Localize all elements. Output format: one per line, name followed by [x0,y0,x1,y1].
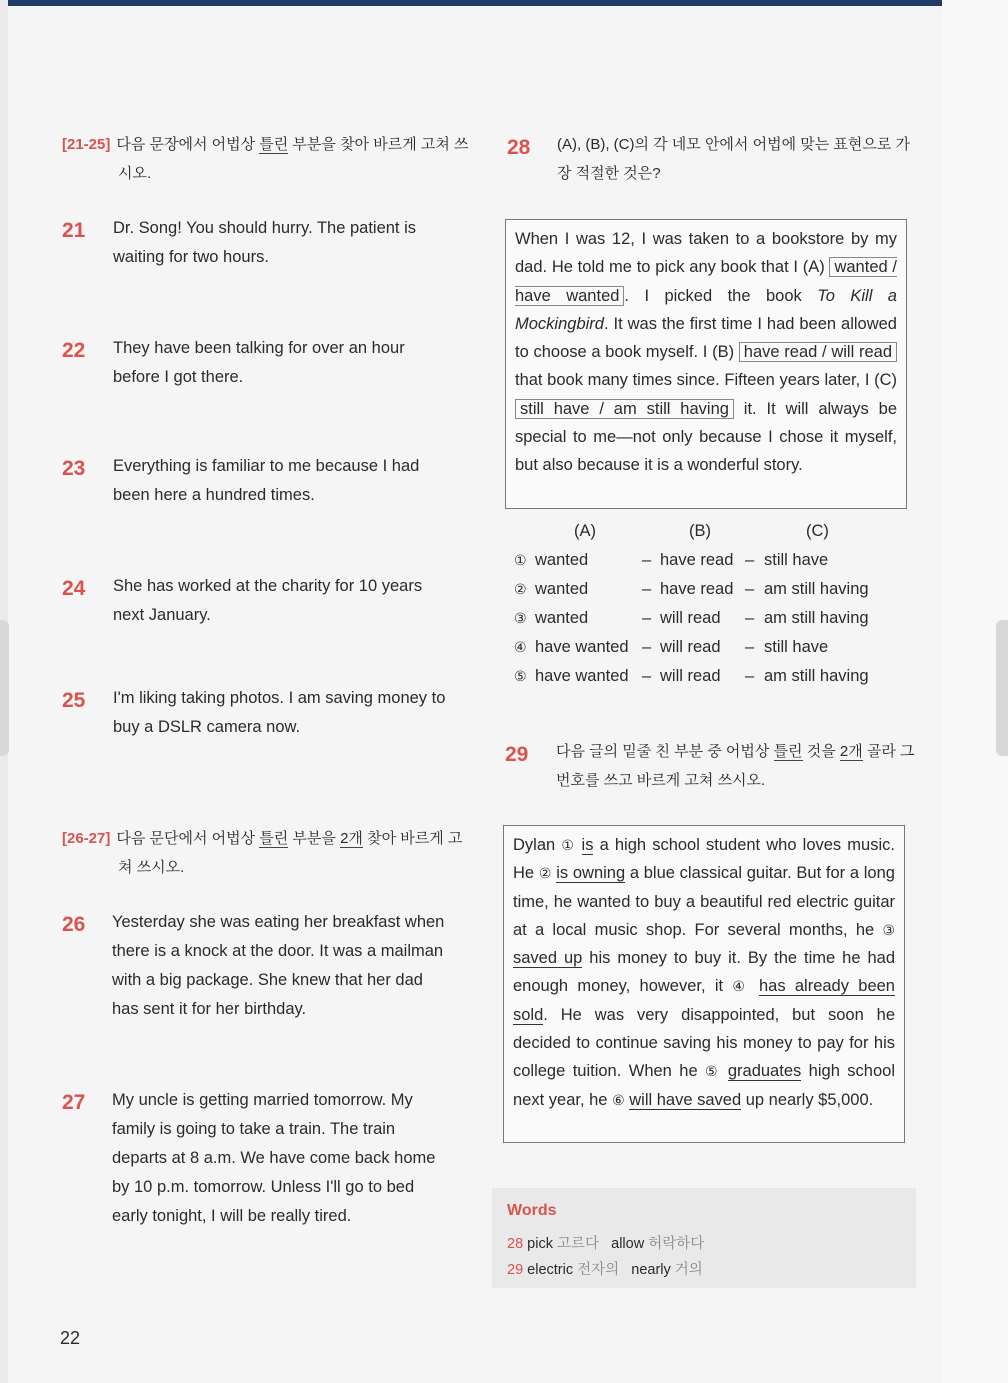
passage-text: . It was the first time I had been allowed to choose a book myself. I (B) [515,314,897,362]
range-label: [21-25] [62,136,111,153]
word-english: allow [611,1236,645,1252]
left-page-tab[interactable] [0,620,9,756]
word-ref-number: 29 [507,1262,524,1278]
text-line: departs at 8 a.m. We have come back home [112,1149,436,1167]
underlined-phrase-6: will have saved [629,1090,742,1109]
option-2[interactable] [514,580,869,599]
right-page-tab[interactable] [996,620,1008,756]
option-dash: – [745,551,755,569]
underlined-word: 2개 [340,830,363,847]
words-line-28 [507,1232,704,1253]
passage-29 [513,831,895,1114]
choice-box-b: have read / will read [739,342,897,362]
prompt-text: 다음 글의 밑줄 친 부분 중 어법상 [556,743,774,760]
option-dash: – [745,609,755,627]
word-korean: 고르다 [557,1236,600,1252]
directions-text: 시오. [118,165,152,182]
text-line: Yesterday she was eating her breakfast when [112,913,445,931]
question-26-text [112,908,444,1024]
words-line-29 [507,1258,703,1279]
directions-text: 부분을 찾아 바르게 고쳐 쓰 [288,136,469,153]
underlined-phrase-5: graduates [727,1062,802,1081]
column-header-a: (A) [574,522,596,540]
passage-text: . I picked the book [624,286,818,305]
passage-text: his money to buy it. By the time he had enough money, however, it [513,949,895,996]
choice-box-c: still have / am still having [515,399,734,419]
passage-text: high school next year, he [513,1062,895,1109]
option-b: have read [660,580,734,598]
book-title: To Kill a Mockingbird [515,286,897,333]
passage-text: that book many times since. Fifteen years later, I (C) [515,371,897,390]
text-line: She has worked at the charity for 10 years [113,577,423,595]
option-c: am still having [764,609,869,627]
directions-text: 찾아 바르게 고 [362,830,463,847]
passage-text: When I was 12, I was taken to a bookstore by my dad. He told me to pick any book that I (A) [515,230,897,277]
marker-4: ④ [732,978,750,995]
prompt-text: 골라 그 [862,743,915,760]
text-line: Everything is familiar to me because I had [113,457,420,475]
word-english: electric [527,1262,574,1278]
option-b: will read [660,609,721,627]
word-korean: 전자의 [577,1262,620,1278]
passage-box-29 [503,825,905,1143]
question-number-22: 22 [62,339,86,362]
option-dash: – [642,551,652,569]
underlined-word: 틀린 [259,136,289,153]
top-border [0,0,1008,6]
option-a: wanted [535,551,589,569]
text-line: I'm liking taking photos. I am saving money to [113,689,446,707]
option-mark: ④ [514,639,527,655]
option-mark: ② [514,581,527,597]
option-dash: – [642,667,652,685]
question-number-29: 29 [505,743,529,766]
option-c: still have [764,638,829,656]
directions-text: 다음 문단에서 어법상 [116,830,260,847]
option-b: will read [660,638,721,656]
underlined-word: 2개 [839,743,863,760]
option-mark: ⑤ [514,668,527,684]
text-line: early tonight, I will be really tired. [112,1207,352,1225]
option-a: wanted [535,609,589,627]
option-c: still have [764,551,829,569]
option-mark: ① [514,552,527,568]
option-a: have wanted [535,638,629,656]
word-korean: 허락하다 [648,1236,705,1252]
marker-3: ③ [882,921,895,938]
option-dash: – [745,580,755,598]
underlined-phrase-1: is [581,836,594,854]
option-dash: – [642,609,652,627]
question-25-text [113,684,445,742]
marker-1: ① [561,837,576,853]
option-3[interactable] [514,609,869,628]
prompt-line: 장 적절한 것은? [557,165,661,182]
underlined-word: 틀린 [773,743,803,760]
option-b: have read [660,551,734,569]
passage-text: . He was very disappointed, but soon he decided to continue saving his money to pay for his college tuition. When he [513,1005,895,1081]
words-box [492,1188,916,1288]
question-number-25: 25 [62,689,86,712]
text-line: been here a hundred times. [113,486,315,504]
option-mark: ③ [514,610,527,626]
marker-2: ② [538,865,552,882]
question-28-prompt [557,130,917,188]
passage-text: a blue classical guitar. But for a long time, he wanted to buy a beautiful red electric guitar at a local music shop. For several months, he [513,864,895,939]
text-line: by 10 p.m. tomorrow. Unless I'll go to bed [112,1178,415,1196]
text-line: family is going to take a train. The train [112,1120,396,1138]
underlined-phrase-2: is owning [556,864,626,883]
text-line: They have been talking for over an hour [113,339,405,357]
text-line: has sent it for her birthday. [112,1000,307,1018]
underlined-phrase-3: saved up [513,949,583,968]
question-29-prompt [556,737,916,795]
option-c: am still having [764,667,869,685]
range-label: [26-27] [62,830,111,847]
directions-21-25 [62,130,472,188]
passage-text: a high school student who loves music. He [513,836,895,883]
text-line: with a big package. She knew that her dad [112,971,423,989]
text-line: there is a knock at the door. It was a mailman [112,942,444,960]
column-header-c: (C) [806,522,829,540]
passage-box-28 [505,219,907,509]
prompt-text: 번호를 쓰고 바르게 고쳐 쓰시오. [556,772,766,789]
option-a: wanted [535,580,589,598]
text-line: buy a DSLR camera now. [113,718,301,736]
prompt-text: 것을 [802,743,840,760]
marker-5: ⑤ [705,1063,721,1080]
directions-text: 쳐 쓰시오. [118,859,185,876]
option-dash: – [642,638,652,656]
option-c: am still having [764,580,869,598]
question-21-text [113,214,416,272]
text-line: waiting for two hours. [113,248,269,266]
directions-text: 다음 문장에서 어법상 [116,136,260,153]
text-line: before I got there. [113,368,244,386]
text-line: My uncle is getting married tomorrow. My [112,1091,413,1109]
directions-text: 부분을 [288,830,341,847]
question-23-text [113,452,419,510]
words-title: Words [507,1202,557,1219]
prompt-line: (A), (B), (C)의 각 네모 안에서 어법에 맞는 표현으로 가 [557,136,910,153]
column-header-b: (B) [689,522,711,540]
option-4[interactable] [514,638,829,657]
question-number-24: 24 [62,577,86,600]
directions-26-27 [62,824,472,882]
word-english: nearly [631,1262,671,1278]
underlined-word: 틀린 [259,830,289,847]
option-dash: – [745,638,755,656]
option-dash: – [642,580,652,598]
option-a: have wanted [535,667,629,685]
passage-28 [515,225,897,480]
word-korean: 거의 [674,1262,703,1278]
question-number-28: 28 [507,136,531,159]
text-line: next January. [113,606,211,624]
passage-text: it. It will always be special to me—not only because I chose it myself, but also because it is a wonderful story. [515,399,897,475]
underlined-phrase-4: has already been sold [513,977,895,1024]
page-number: 22 [60,1328,81,1348]
question-number-23: 23 [62,457,86,480]
passage-text: up nearly $5,000. [741,1090,874,1109]
question-27-text [112,1086,435,1231]
marker-6: ⑥ [612,1091,625,1108]
option-b: will read [660,667,721,685]
passage-text: Dylan [513,836,562,854]
option-dash: – [745,667,755,685]
option-5[interactable] [514,667,869,686]
choice-box-a: wanted / have wanted [515,258,897,305]
question-22-text [113,334,405,392]
question-24-text [113,572,422,630]
word-english: pick [527,1236,553,1252]
word-ref-number: 28 [507,1236,524,1252]
question-number-21: 21 [62,219,86,242]
option-1[interactable] [514,551,829,570]
question-number-27: 27 [62,1091,86,1114]
text-line: Dr. Song! You should hurry. The patient is [113,219,417,237]
question-number-26: 26 [62,913,86,936]
